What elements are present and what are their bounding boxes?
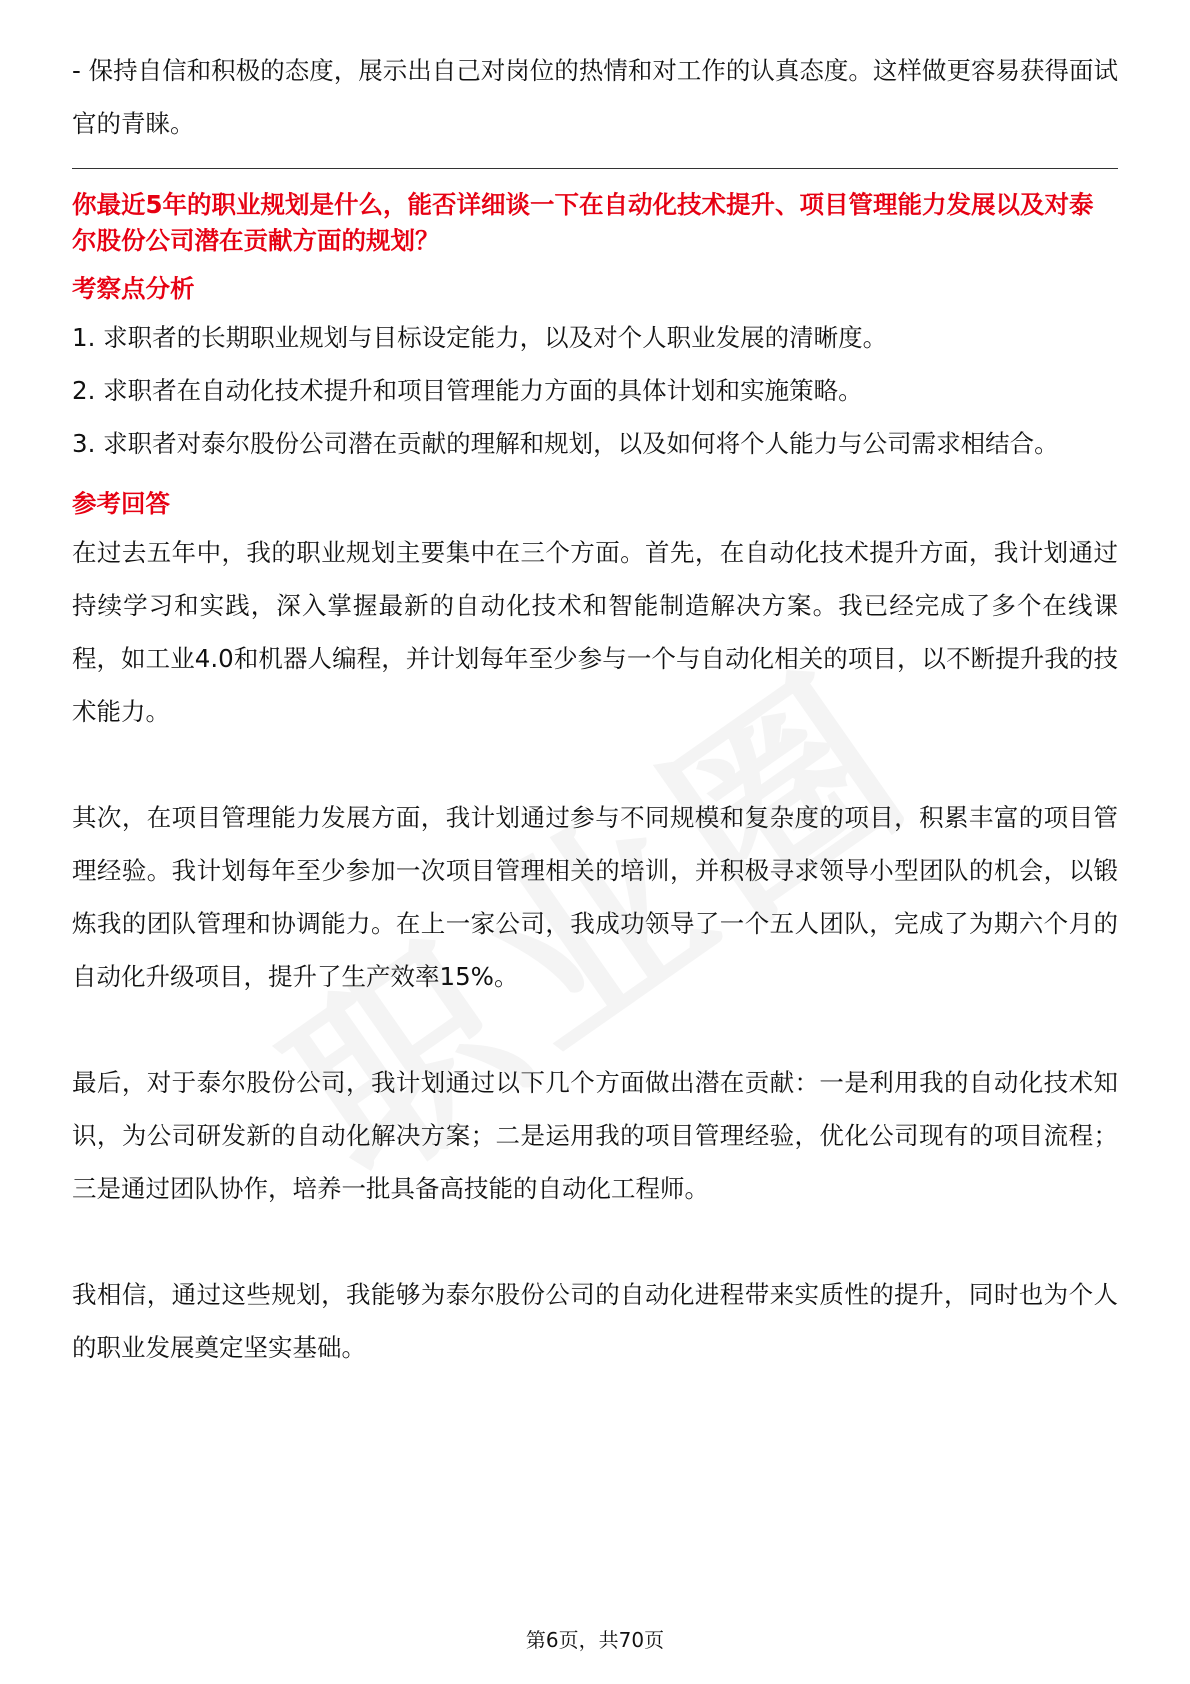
interview-question: 你最近5年的职业规划是什么，能否详细谈一下在自动化技术提升、项目管理能力发展以及对泰尔股份公司潜在贡献方面的规划？ [72,190,1094,255]
intro-paragraph: - 保持自信和积极的态度，展示出自己对岗位的热情和对工作的认真态度。这样做更容易获得面试官的青睐。 [72,56,1118,138]
analysis-heading: 考察点分析 [72,274,195,303]
paragraph-gap [72,1215,1118,1268]
section-divider [72,168,1118,169]
analysis-item: 3. 求职者对泰尔股份公司潜在贡献的理解和规划，以及如何将个人能力与公司需求相结合。 [72,429,1059,458]
analysis-item: 2. 求职者在自动化技术提升和项目管理能力方面的具体计划和实施策略。 [72,376,863,405]
answer-paragraph: 在过去五年中，我的职业规划主要集中在三个方面。首先，在自动化技术提升方面，我计划通过持续学习和实践，深入掌握最新的自动化技术和智能制造解决方案。我已经完成了多个在线课程，如工业4.0和机器人编程，并计划每年至少参与一个与自动化相关的项目，以不断提升我的技术能力。 [72,538,1118,726]
answer-paragraph: 其次，在项目管理能力发展方面，我计划通过参与不同规模和复杂度的项目，积累丰富的项目管理经验。我计划每年至少参加一次项目管理相关的培训，并积极寻求领导小型团队的机会，以锻炼我的团队管理和协调能力。在上一家公司，我成功领导了一个五人团队，完成了为期六个月的自动化升级项目，提升了生产效率15%。 [72,803,1118,991]
answer-heading: 参考回答 [72,489,170,518]
answer-paragraph: 我相信，通过这些规划，我能够为泰尔股份公司的自动化进程带来实质性的提升，同时也为个人的职业发展奠定坚实基础。 [72,1280,1118,1362]
page-number: 第6页，共70页 [525,1628,665,1652]
analysis-item: 1. 求职者的长期职业规划与目标设定能力，以及对个人职业发展的清晰度。 [72,323,888,352]
paragraph-gap [72,738,1118,791]
paragraph-gap [72,1003,1118,1056]
page-content [72,44,1118,1374]
answer-paragraph: 最后，对于泰尔股份公司，我计划通过以下几个方面做出潜在贡献：一是利用我的自动化技术知识，为公司研发新的自动化解决方案；二是运用我的项目管理经验，优化公司现有的项目流程；三是通过团队协作，培养一批具备高技能的自动化工程师。 [72,1068,1118,1203]
